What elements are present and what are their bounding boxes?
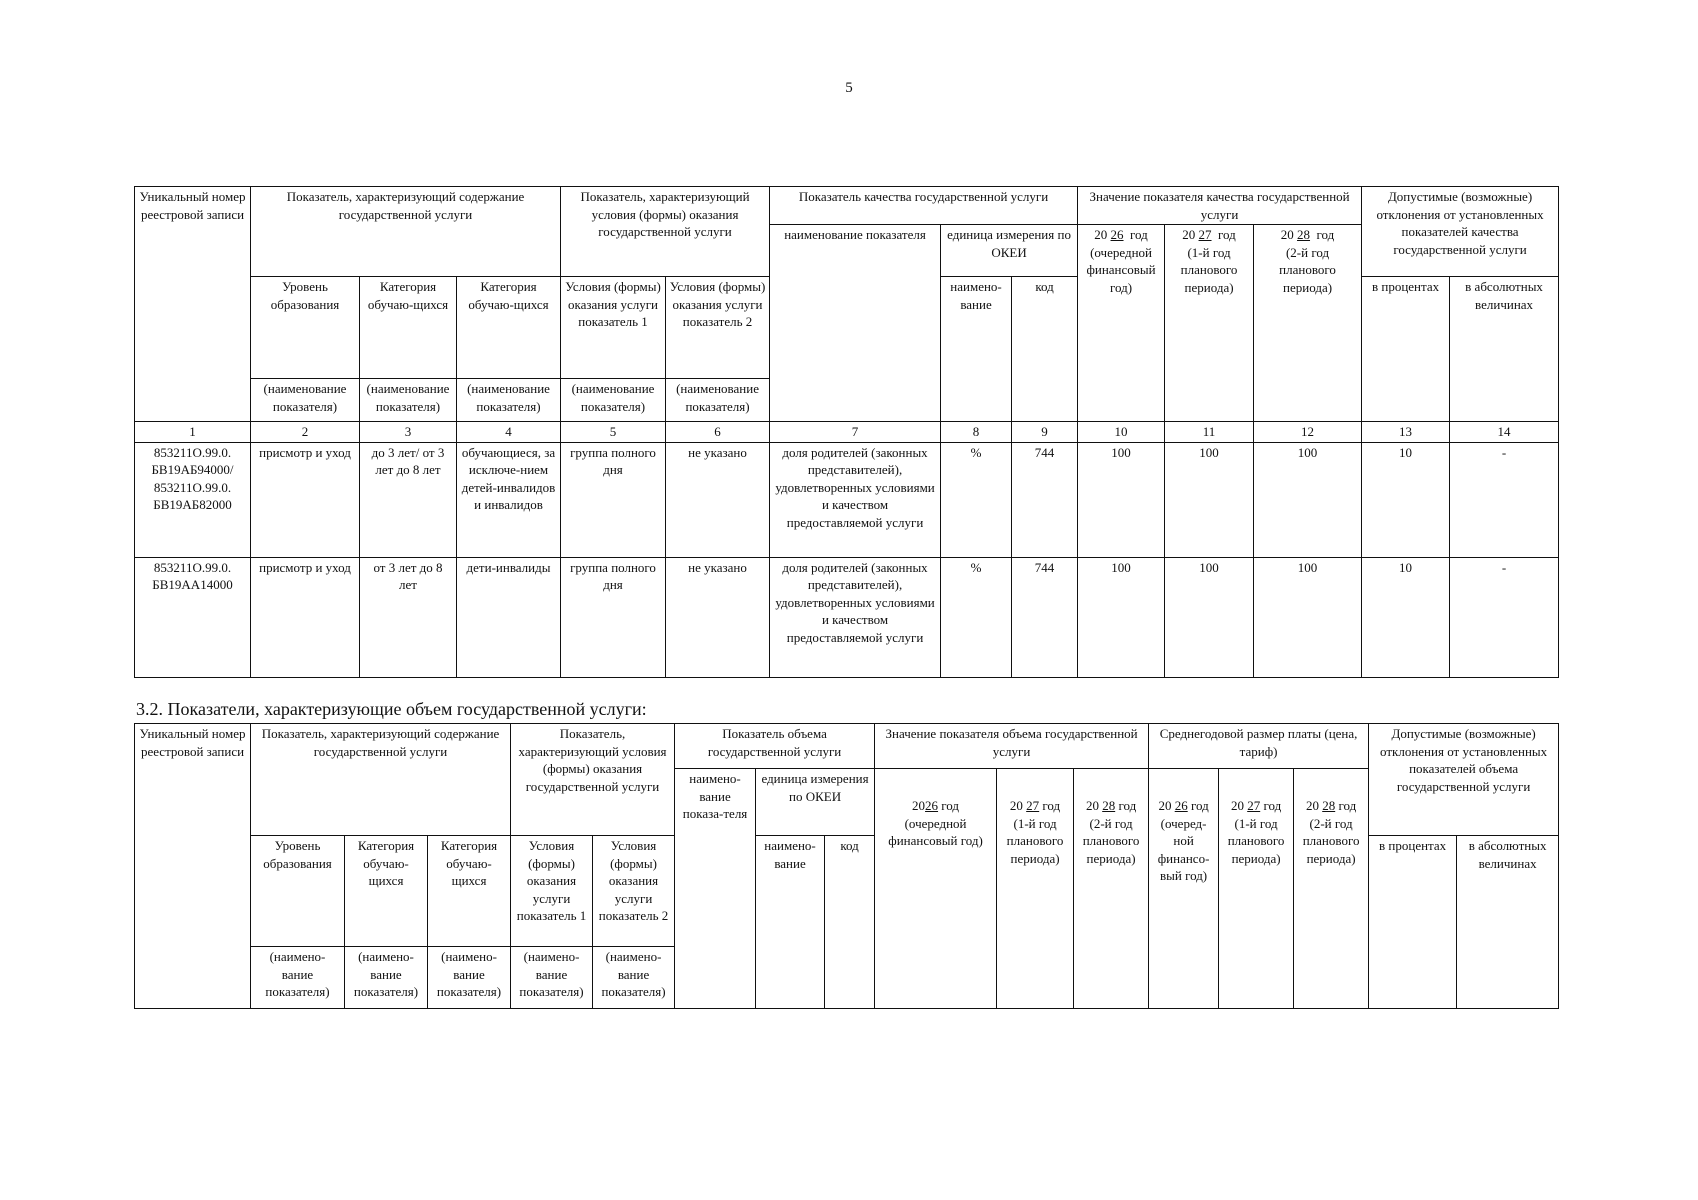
column-number: 6 (666, 422, 770, 443)
condition-2: не указано (666, 442, 770, 557)
header-education-level: Уровень образования (251, 836, 345, 947)
header-volume-indicator: Показатель объема государственной услуги (675, 724, 875, 769)
header-condition-2: Условия (формы) оказания услуги показатель 2 (593, 836, 675, 947)
registry-id: 853211О.99.0. БВ19АА14000 (135, 557, 251, 677)
header-indicator-name: наименование показателя (770, 225, 941, 422)
header-average-price: Среднегодовой размер платы (цена, тариф) (1149, 724, 1369, 769)
header-student-category-2: Категория обучаю-щихся (428, 836, 511, 947)
deviation-absolute: - (1450, 442, 1559, 557)
value-2028: 100 (1254, 442, 1362, 557)
header-unit-okei: единица измерения по ОКЕИ (756, 769, 875, 836)
header-student-category-1: Категория обучаю-щихся (360, 277, 457, 379)
header-content-indicator: Показатель, характеризующий содержание государственной услуги (251, 187, 561, 277)
sub-indicator-name: (наименование показателя) (251, 379, 360, 422)
header-quality-value: Значение показателя качества государственной услуги (1078, 187, 1362, 225)
column-number: 10 (1078, 422, 1165, 443)
value-2028: 100 (1254, 557, 1362, 677)
condition-2: не указано (666, 557, 770, 677)
header-unit-code: код (1012, 277, 1078, 422)
unit-name: % (941, 557, 1012, 677)
header-deviations: Допустимые (возможные) отклонения от установленных показателей объема государственной услуги (1369, 724, 1559, 836)
header-volume-2027: 20 27 год (1-й год планового периода) (997, 769, 1074, 1009)
sub-indicator-name: (наименование показателя) (360, 379, 457, 422)
sub-indicator-name: (наименование показателя) (457, 379, 561, 422)
header-indicator-name: наимено-вание показа-теля (675, 769, 756, 1009)
service-form: группа полного дня (561, 442, 666, 557)
unit-code: 744 (1012, 557, 1078, 677)
column-number: 7 (770, 422, 941, 443)
table-row (135, 442, 1559, 557)
header-price-2026: 20 26 год (очеред-ной финансо-вый год) (1149, 769, 1219, 1009)
value-2027: 100 (1165, 557, 1254, 677)
column-number: 5 (561, 422, 666, 443)
header-absolute: в абсолютных величинах (1450, 277, 1559, 422)
column-number: 14 (1450, 422, 1559, 443)
header-year-2027: 20 27 год (1-й год планового периода) (1165, 225, 1254, 422)
header-volume-2026: 2026 год (очередной финансовый год) (875, 769, 997, 1009)
age-category: от 3 лет до 8 лет (360, 557, 457, 677)
header-unit-code: код (825, 836, 875, 1009)
header-in-percent: в процентах (1362, 277, 1450, 422)
student-category: дети-инвалиды (457, 557, 561, 677)
indicator-name: доля родителей (законных представителей), удовлетворенных условиями и качеством предоставляемой услуги (770, 557, 941, 677)
column-number: 11 (1165, 422, 1254, 443)
column-number: 9 (1012, 422, 1078, 443)
sub-indicator-name: (наименование показателя) (561, 379, 666, 422)
section-title: 3.2. Показатели, характеризующие объем государственной услуги: (136, 699, 647, 719)
sub-indicator-name: (наименование показателя) (666, 379, 770, 422)
column-number: 12 (1254, 422, 1362, 443)
sub-indicator-name: (наимено-вание показателя) (428, 947, 511, 1009)
header-price-2027: 20 27 год (1-й год планового периода) (1219, 769, 1294, 1009)
header-condition-1: Условия (формы) оказания услуги показатель 1 (561, 277, 666, 379)
header-content-indicator: Показатель, характеризующий содержание государственной услуги (251, 724, 511, 836)
page-number: 5 (845, 80, 853, 96)
sub-indicator-name: (наимено-вание показателя) (511, 947, 593, 1009)
value-2026: 100 (1078, 442, 1165, 557)
age-category: до 3 лет/ от 3 лет до 8 лет (360, 442, 457, 557)
deviation-percent: 10 (1362, 557, 1450, 677)
header-registry-id: Уникальный номер реестровой записи (135, 724, 251, 1009)
unit-name: % (941, 442, 1012, 557)
student-category: обучающиеся, за исключе-нием детей-инвалидов и инвалидов (457, 442, 561, 557)
column-number: 13 (1362, 422, 1450, 443)
header-quality-indicator: Показатель качества государственной услуги (770, 187, 1078, 225)
header-deviations: Допустимые (возможные) отклонения от установленных показателей качества государственной услуги (1362, 187, 1559, 277)
header-condition-2: Условия (формы) оказания услуги показатель 2 (666, 277, 770, 379)
sub-indicator-name: (наимено-вание показателя) (593, 947, 675, 1009)
header-condition-1: Условия (формы) оказания услуги показатель 1 (511, 836, 593, 947)
header-year-2026: 20 26 год (очередной финансовый год) (1078, 225, 1165, 422)
column-number: 4 (457, 422, 561, 443)
value-2027: 100 (1165, 442, 1254, 557)
unit-code: 744 (1012, 442, 1078, 557)
indicator-name: доля родителей (законных представителей), удовлетворенных условиями и качеством предоставляемой услуги (770, 442, 941, 557)
education-level: присмотр и уход (251, 442, 360, 557)
header-absolute: в абсолютных величинах (1457, 836, 1559, 1009)
header-in-percent: в процентах (1369, 836, 1457, 1009)
header-registry-id: Уникальный номер реестровой записи (135, 187, 251, 422)
header-conditions-indicator: Показатель, характеризующий условия (формы) оказания государственной услуги (561, 187, 770, 277)
column-number: 3 (360, 422, 457, 443)
table-row (135, 557, 1559, 677)
header-year-2028: 20 28 год (2-й год планового периода) (1254, 225, 1362, 422)
value-2026: 100 (1078, 557, 1165, 677)
deviation-percent: 10 (1362, 442, 1450, 557)
header-education-level: Уровень образования (251, 277, 360, 379)
header-unit-okei: единица измерения по ОКЕИ (941, 225, 1078, 277)
quality-indicators-table (134, 186, 1559, 678)
header-unit-name: наимено-вание (756, 836, 825, 1009)
header-student-category-2: Категория обучаю-щихся (457, 277, 561, 379)
column-number: 1 (135, 422, 251, 443)
column-number: 2 (251, 422, 360, 443)
volume-indicators-table (134, 723, 1559, 1009)
sub-indicator-name: (наимено-вание показателя) (345, 947, 428, 1009)
sub-indicator-name: (наимено-вание показателя) (251, 947, 345, 1009)
education-level: присмотр и уход (251, 557, 360, 677)
column-number: 8 (941, 422, 1012, 443)
service-form: группа полного дня (561, 557, 666, 677)
deviation-absolute: - (1450, 557, 1559, 677)
registry-id: 853211О.99.0. БВ19АБ94000/ 853211О.99.0. БВ19АБ82000 (135, 442, 251, 557)
header-price-2028: 20 28 год (2-й год планового периода) (1294, 769, 1369, 1009)
header-volume-value: Значение показателя объема государственной услуги (875, 724, 1149, 769)
header-conditions-indicator: Показатель, характеризующий условия (формы) оказания государственной услуги (511, 724, 675, 836)
header-student-category-1: Категория обучаю-щихся (345, 836, 428, 947)
header-volume-2028: 20 28 год (2-й год планового периода) (1074, 769, 1149, 1009)
header-unit-name: наимено-вание (941, 277, 1012, 422)
